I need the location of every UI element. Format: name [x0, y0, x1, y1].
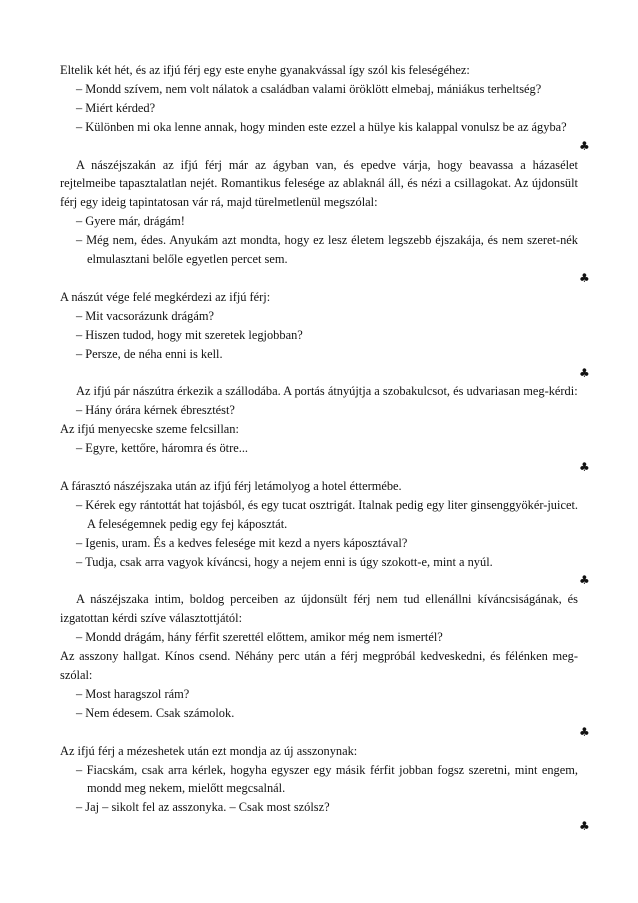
dialogue-line: – Nem édesem. Csak számolok. — [76, 705, 235, 720]
paragraph: A fárasztó nászéjszaka után az ifjú férj letámolyog a hotel éttermébe. — [60, 478, 402, 493]
dialogue-line: – Még nem, édes. Anyukám azt mondta, hogy ez lesz életem legszebb éjszakája, és nem szeret-nék elmulasztani belőle egyetlen percet sem. — [76, 233, 578, 267]
paragraph: Az ifjú pár nászútra érkezik a szállodába. A portás átnyújtja a szobakulcsot, és udvariasan meg-kérdi: — [76, 384, 578, 399]
section-separator — [60, 458, 590, 477]
club-suit-icon: ♣ — [579, 460, 590, 475]
dialogue-line: – Különben mi oka lenne annak, hogy minden este ezzel a hülye kis kalappal vonulsz be az ágyba? — [76, 119, 567, 134]
paragraph: Az ifjú férj a mézeshetek után ezt mondja az új asszonynak: — [60, 743, 358, 758]
section-separator — [60, 571, 590, 590]
club-suit-icon: ♣ — [579, 573, 590, 588]
dialogue-line: – Mondd drágám, hány férfit szerettél előttem, amikor még nem ismertél? — [76, 630, 443, 645]
dialogue-line: – Hiszen tudod, hogy mit szeretek legjobban? — [76, 327, 303, 342]
dialogue-line: – Fiacskám, csak arra kérlek, hogyha egyszer egy másik férfit jobban fogsz szeretni, mint engem, mondd meg nekem, mielőtt megcsalnál. — [76, 762, 578, 796]
dialogue-line: – Mondd szívem, nem volt nálatok a családban valami öröklött elmebaj, mániákus terheltség? — [76, 81, 542, 96]
dialogue-line: – Jaj – sikolt fel az asszonyka. – Csak most szólsz? — [76, 800, 330, 815]
paragraph: A nászéjszaka intim, boldog perceiben az újdonsült férj nem tud ellenállni kíváncsiságának, és izgatottan kérdi szíve választottjától: — [60, 592, 578, 626]
dialogue-line: – Miért kérded? — [76, 100, 156, 115]
dialogue-line: – Persze, de néha enni is kell. — [76, 346, 223, 361]
paragraph: A nászút vége felé megkérdezi az ifjú férj: — [60, 289, 271, 304]
document-page — [60, 61, 590, 836]
club-suit-icon: ♣ — [579, 819, 590, 834]
dialogue-line: – Kérek egy rántottát hat tojásból, és egy tucat osztrigát. Italnak pedig egy liter ginsenggyökér-juicet. A feleségemnek pedig egy fej káposztát. — [76, 497, 578, 531]
club-suit-icon: ♣ — [579, 724, 590, 739]
club-suit-icon: ♣ — [579, 138, 590, 153]
dialogue-line: – Igenis, uram. És a kedves felesége mit kezd a nyers káposztával? — [76, 535, 408, 550]
section-separator — [60, 269, 590, 288]
club-suit-icon: ♣ — [579, 365, 590, 380]
section-separator — [60, 137, 590, 156]
paragraph: Az ifjú menyecske szeme felcsillan: — [60, 422, 239, 437]
dialogue-line: – Hány órára kérnek ébresztést? — [76, 403, 235, 418]
dialogue-line: – Most haragszol rám? — [76, 686, 190, 701]
club-suit-icon: ♣ — [579, 270, 590, 285]
section-separator — [60, 364, 590, 383]
section-separator — [60, 723, 590, 742]
paragraph: Az asszony hallgat. Kínos csend. Néhány perc után a férj megpróbál kedveskedni, és félénken meg-szólal: — [60, 649, 578, 682]
dialogue-line: – Tudja, csak arra vagyok kíváncsi, hogy a nejem enni is úgy szokott-e, mint a nyúl. — [76, 554, 493, 569]
section-separator — [60, 817, 590, 836]
paragraph: A nászéjszakán az ifjú férj már az ágyban van, és epedve várja, hogy beavassa a házasélet rejtelmeibe tapasztalatlan nejét. Romantikus felesége az ablaknál áll, és nézi a csillagokat. Az újdonsült férj egy ideig tapintatosan vár rá, majd türelmetlenül megszólal: — [60, 157, 578, 210]
dialogue-line: – Gyere már, drágám! — [76, 214, 185, 229]
dialogue-line: – Egyre, kettőre, háromra és ötre... — [76, 441, 249, 456]
dialogue-line: – Mit vacsorázunk drágám? — [76, 308, 214, 323]
paragraph: Eltelik két hét, és az ifjú férj egy este enyhe gyanakvással így szól kis feleségéhez: — [60, 63, 470, 77]
